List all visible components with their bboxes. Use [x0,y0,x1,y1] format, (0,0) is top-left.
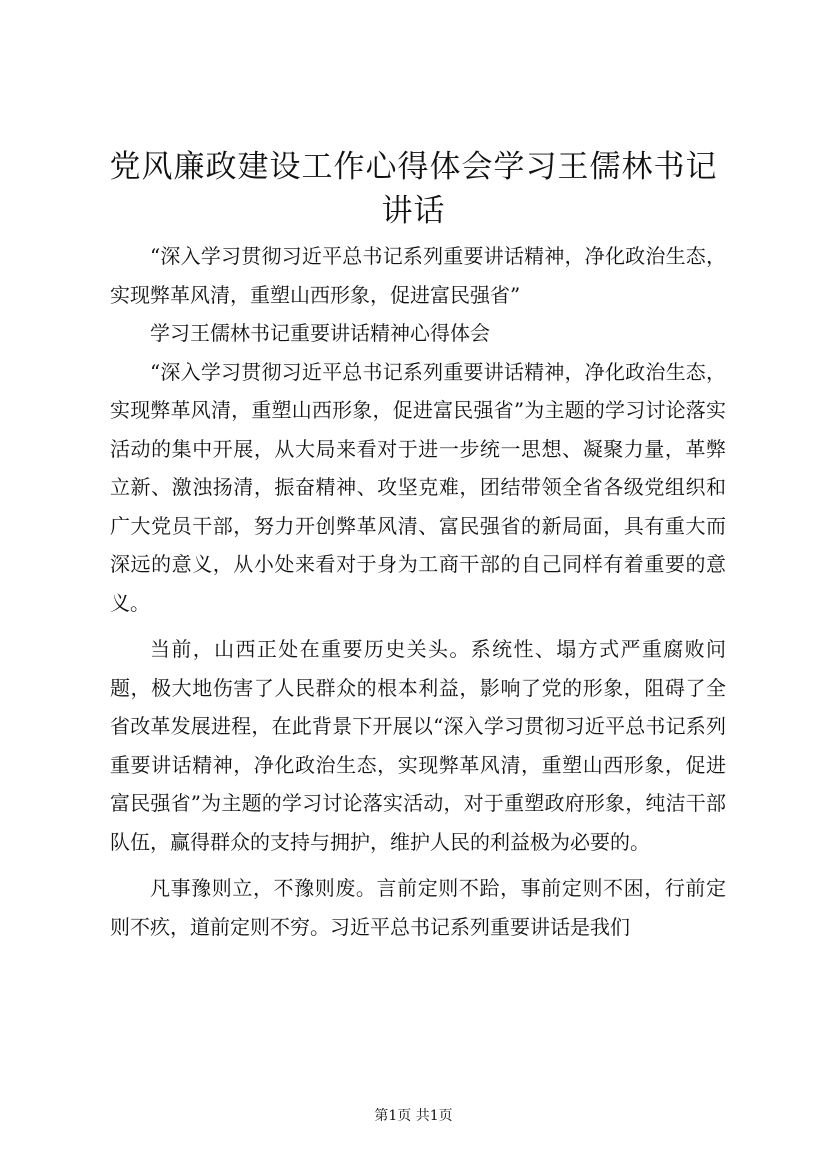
paragraph-preparation: 凡事豫则立，不豫则废。言前定则不跲，事前定则不困，行前定则不疚，道前定则不穷。习近平总书记系列重要讲话是我们 [110,876,726,939]
paragraph-current-situation: 当前，山西正处在重要历史关头。系统性、塌方式严重腐败问题，极大地伤害了人民群众的根本利益，影响了党的形象，阻碍了全省改革发展进程，在此背景下开展以“深入学习贯彻习近平总书记系列重要讲话精神，净化政治生态，实现弊革风清，重塑山西形象，促进富民强省”为主题的学习讨论落实活动，对于重塑政府形象，纯洁干部队伍，赢得群众的支持与拥护，维护人民的利益极为必要的。 [110,637,726,854]
document-body [110,237,726,946]
page-number-footer: 第1页 共1页 [374,1108,453,1124]
paragraph-subtitle: 学习王儒林书记重要讲话精神心得体会 [150,321,490,345]
document-title: 党风廉政建设工作心得体会学习王儒林书记讲话 [109,149,718,229]
paragraph-theme-quote: “深入学习贯彻习近平总书记系列重要讲话精神，净化政治生态，实现弊革风清，重塑山西形象，促进富民强省” [110,244,726,307]
paragraph-intro: “深入学习贯彻习近平总书记系列重要讲话精神，净化政治生态，实现弊革风清，重塑山西形象，促进富民强省”为主题的学习讨论落实活动的集中开展，从大局来看对于进一步统一思想、凝聚力量，革弊立新、激浊扬清，振奋精神、攻坚克难，团结带领全省各级党组织和广大党员干部，努力开创弊革风清、富民强省的新局面，具有重大而深远的意义，从小处来看对于身为工商干部的自己同样有着重要的意义。 [110,359,726,615]
